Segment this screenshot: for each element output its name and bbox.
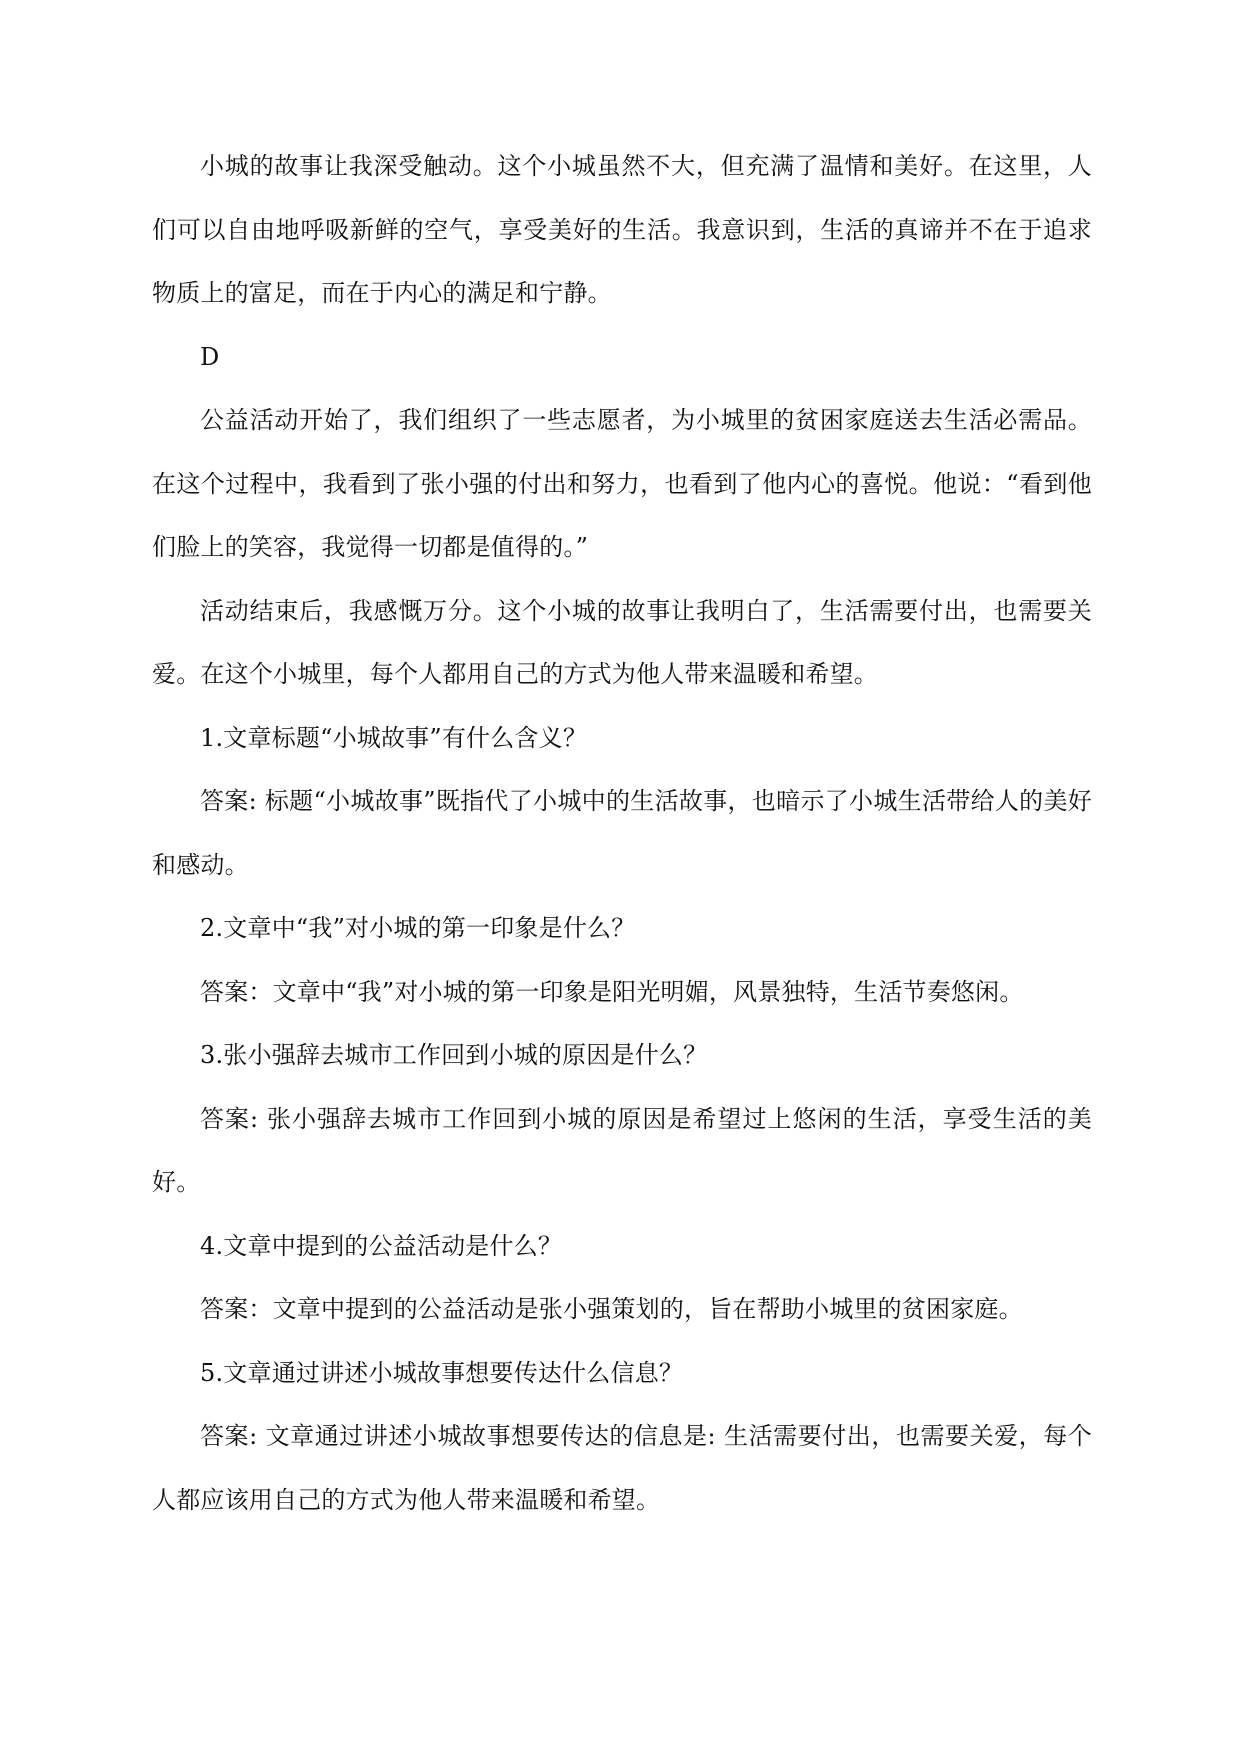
answer-3: 答案: 张小强辞去城市工作回到小城的原因是希望过上悠闲的生活，享受生活的美好。	[152, 1104, 1092, 1196]
document-body	[152, 135, 1092, 1532]
question-1: 1.文章标题“小城故事”有什么含义？	[200, 723, 588, 752]
answer-2: 答案：文章中“我”对小城的第一印象是阳光明媚，风景独特，生活节奏悠闲。	[200, 977, 1024, 1006]
paragraph-conclusion: 活动结束后，我感慨万分。这个小城的故事让我明白了，生活需要付出，也需要关爱。在这个小城里，每个人都用自己的方式为他人带来温暖和希望。	[152, 596, 1092, 688]
answer-5: 答案: 文章通过讲述小城故事想要传达的信息是: 生活需要付出，也需要关爱，每个人都应该用自己的方式为他人带来温暖和希望。	[152, 1422, 1092, 1514]
answer-1: 答案: 标题“小城故事”既指代了小城中的生活故事，也暗示了小城生活带给人的美好和感动。	[152, 787, 1092, 879]
paragraph-reflection: 小城的故事让我深受触动。这个小城虽然不大，但充满了温情和美好。在这里，人们可以自由地呼吸新鲜的空气，享受美好的生活。我意识到，生活的真谛并不在于追求物质上的富足，而在于内心的满足和宁静。	[152, 152, 1092, 307]
question-2: 2.文章中“我”对小城的第一印象是什么？	[200, 914, 636, 942]
question-3: 3.张小强辞去城市工作回到小城的原因是什么？	[200, 1041, 708, 1069]
question-5: 5.文章通过讲述小城故事想要传达什么信息？	[200, 1358, 684, 1387]
answer-4: 答案：文章中提到的公益活动是张小强策划的，旨在帮助小城里的贫困家庭。	[200, 1295, 1023, 1323]
section-marker: D	[200, 342, 220, 371]
question-4: 4.文章中提到的公益活动是什么？	[200, 1231, 563, 1260]
paragraph-charity: 公益活动开始了，我们组织了一些志愿者，为小城里的贫困家庭送去生活必需品。在这个过程中，我看到了张小强的付出和努力，也看到了他内心的喜悦。他说：“看到他们脸上的笑容，我觉得一切都是值得的。”	[152, 406, 1092, 561]
